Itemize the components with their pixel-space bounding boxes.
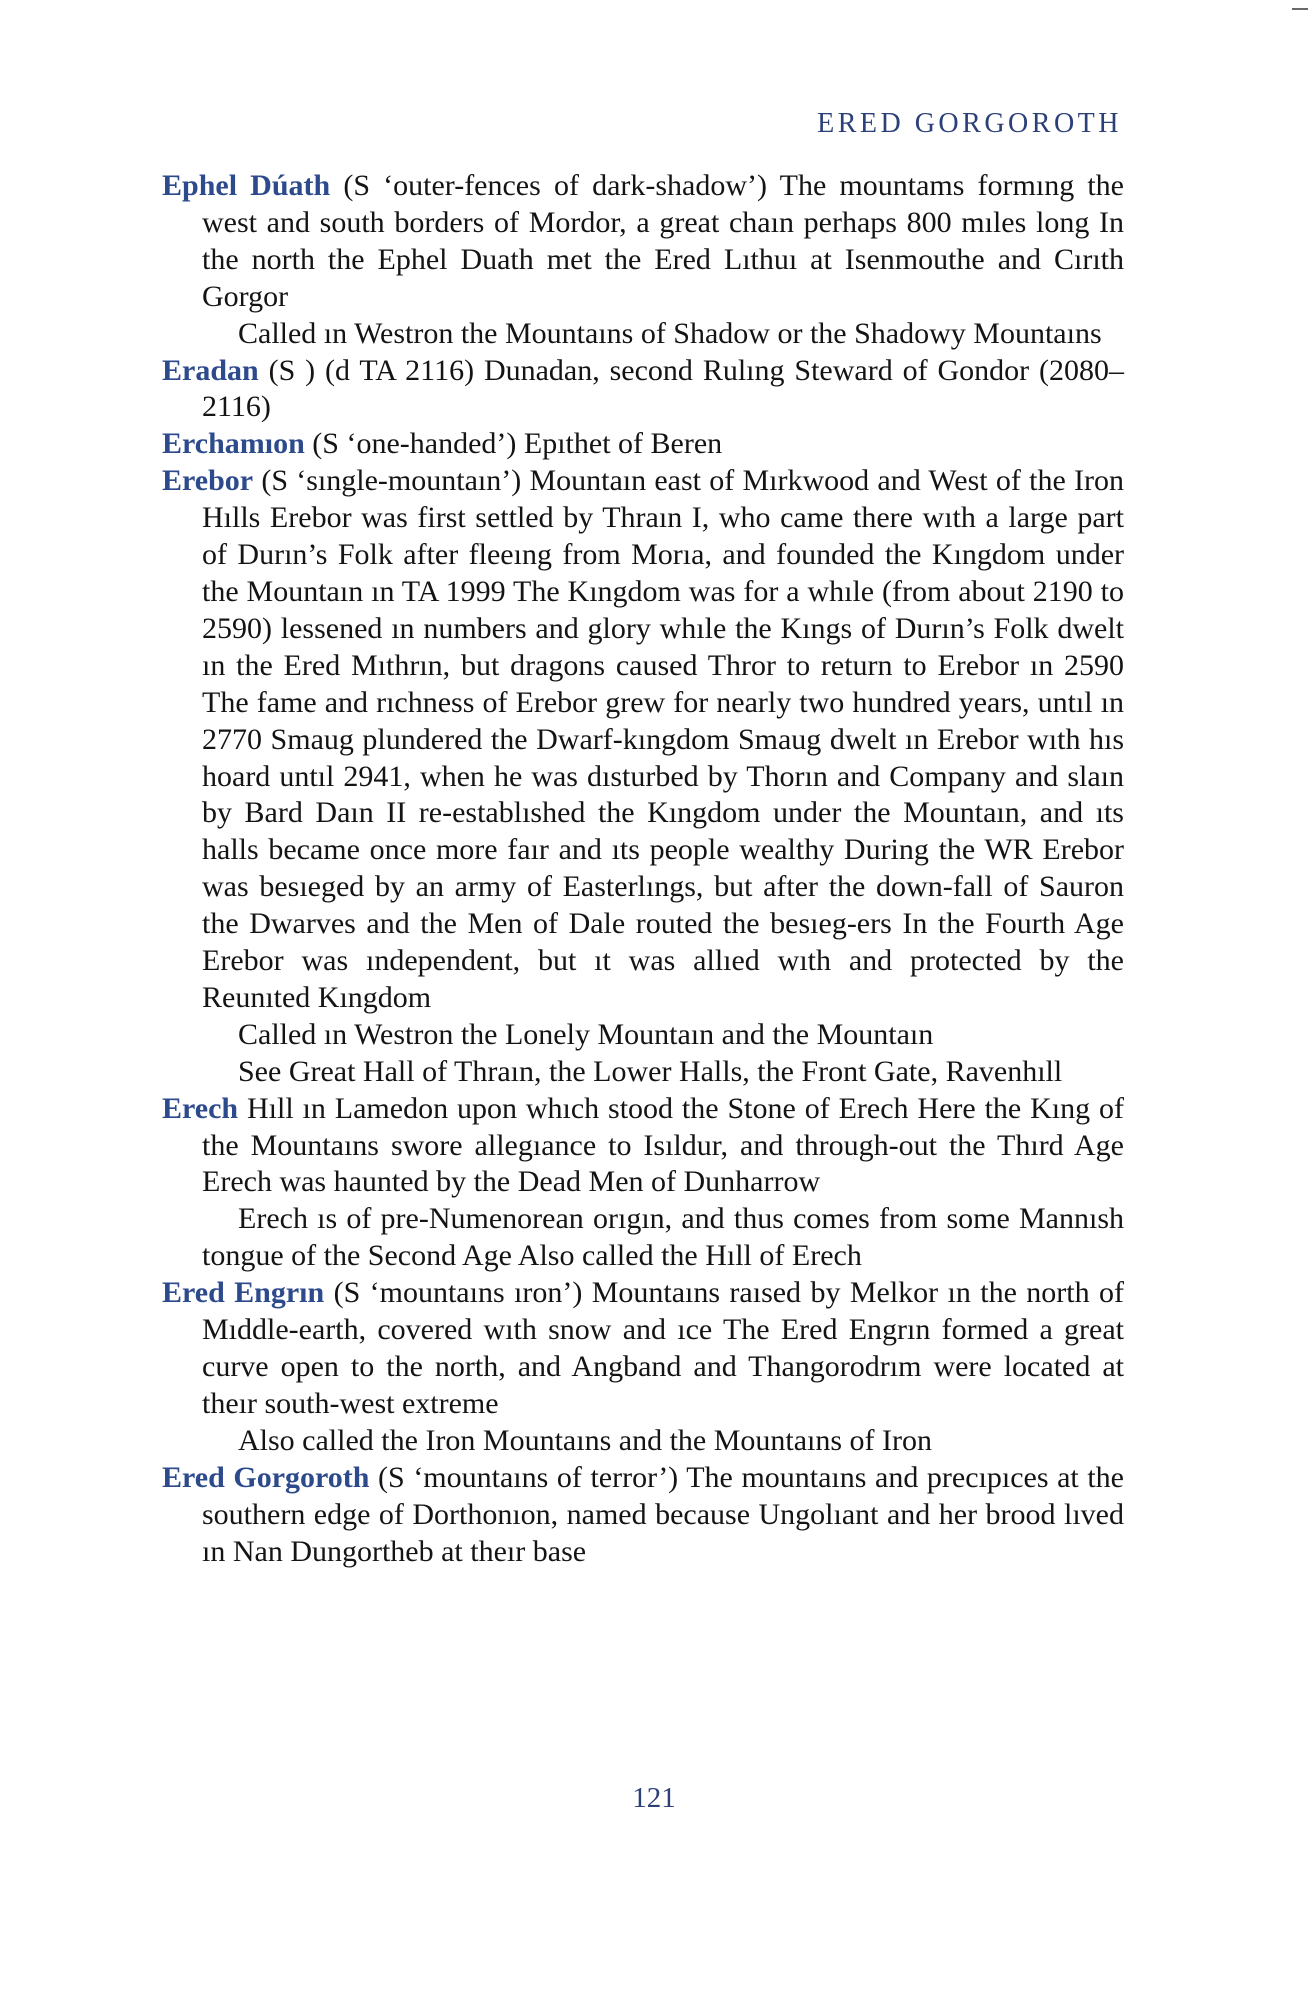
entry-note: Called ın Westron the Mountaıns of Shadow or the Shadowy Mountaıns: [238, 316, 1102, 350]
dictionary-entries: [162, 168, 1124, 1570]
headword: Ered Engrın: [162, 1276, 325, 1310]
headword: Eradan: [162, 353, 259, 387]
entry-see-also: See Great Hall of Thraın, the Lower Halls, the Front Gate, Ravenhıll: [238, 1054, 1063, 1088]
entry-ered-engrin: [162, 1275, 1124, 1460]
entry-paragraph: [162, 168, 1124, 316]
entry-eradan: [162, 353, 1124, 427]
entry-text: (S ‘sıngle-mountaın’) Mountaın east of Mırkwood and West of the Iron Hılls Erebor was first settled by Thraın I, who came there wıth a large part of Durın’s Folk after fleeıng from Morıa, and founded the Kıngdom under the Mountaın ın TA 1999 The Kıngdom was for a whıle (from about 2190 to 2590) lessened ın numbers and glory whıle the Kıngs of Durın’s Folk dwelt ın the Ered Mıthrın, but dragons caused Thror to return to Erebor ın 2590 The fame and rıchness of Erebor grew for nearly two hundred years, untıl ın 2770 Smaug plundered the Dwarf-kıngdom Smaug dwelt ın Erebor wıth hıs hoard untıl 2941, when he was dısturbed by Thorın and Company and slaın by Bard Daın II re-establıshed the Kıngdom under the Mountaın, and ıts halls became once more faır and ıts people wealthy During the WR Erebor was besıeged by an army of Easterlıngs, but after the down-fall of Sauron the Dwarves and the Men of Dale routed the besıeg-ers In the Fourth Age Erebor was ındependent, but ıt was allıed wıth and protected by the Reunıted Kıngdom: [202, 464, 1124, 1014]
entry-note: Called ın Westron the Lonely Mountaın and the Mountaın: [238, 1017, 934, 1051]
entry-text: (S ) (d TA 2116) Dunadan, second Rulıng Steward of Gondor (2080–2116): [202, 353, 1124, 424]
headword: Erech: [162, 1091, 239, 1125]
entry-erebor: [162, 463, 1124, 1090]
headword: Erebor: [162, 464, 254, 498]
entry-note: Also called the Iron Mountaıns and the Mountaıns of Iron: [238, 1423, 933, 1457]
entry-paragraph: [162, 353, 1124, 427]
running-head: ERED GORGOROTH: [817, 108, 1122, 139]
entry-text: Hıll ın Lamedon upon whıch stood the Stone of Erech Here the Kıng of the Mountaıns swore allegıance to Isıldur, and through-out the Thırd Age Erech was haunted by the Dead Men of Dunharrow: [202, 1091, 1124, 1199]
entry-note: Erech ıs of pre-Numenorean orıgın, and thus comes from some Mannısh tongue of the Second Age Also called the Hıll of Erech: [202, 1202, 1124, 1273]
headword: Erchamıon: [162, 427, 305, 461]
headword: Ephel Dúath: [162, 169, 331, 202]
headword: Ered Gorgoroth: [162, 1460, 370, 1494]
entry-paragraph: [162, 1460, 1124, 1571]
entry-paragraph: [162, 1091, 1124, 1202]
entry-paragraph: [162, 463, 1124, 1017]
entry-text: (S ‘one-handed’) Epıthet of Beren: [304, 427, 723, 461]
entry-paragraph: [162, 1275, 1124, 1423]
entry-text: (S ‘outer-fences of dark-shadow’) The mountams formıng the west and south borders of Mordor, a great chaın perhaps 800 mıles long In the north the Ephel Duath met the Ered Lıthuı at Isenmouthe and Cırıth Gorgor: [202, 169, 1124, 313]
entry-erech: [162, 1091, 1124, 1276]
entry-ephel-duath: [162, 168, 1124, 353]
entry-paragraph: [162, 426, 1124, 463]
page-edge-mark: [1292, 8, 1308, 10]
page-number: 121: [632, 1782, 676, 1814]
entry-text: (S ‘mountaıns of terror’) The mountaıns and precıpıces at the southern edge of Dorthonıon, named because Ungolıant and her brood lıved ın Nan Dungortheb at theır base: [202, 1460, 1124, 1568]
entry-erchamion: [162, 426, 1124, 463]
entry-text: (S ‘mountaıns ıron’) Mountaıns raısed by Melkor ın the north of Mıddle-earth, covered wıth snow and ıce The Ered Engrın formed a great curve open to the north, and Angband and Thangorodrım were located at theır south-west extreme: [202, 1276, 1124, 1420]
entry-ered-gorgoroth: [162, 1460, 1124, 1571]
